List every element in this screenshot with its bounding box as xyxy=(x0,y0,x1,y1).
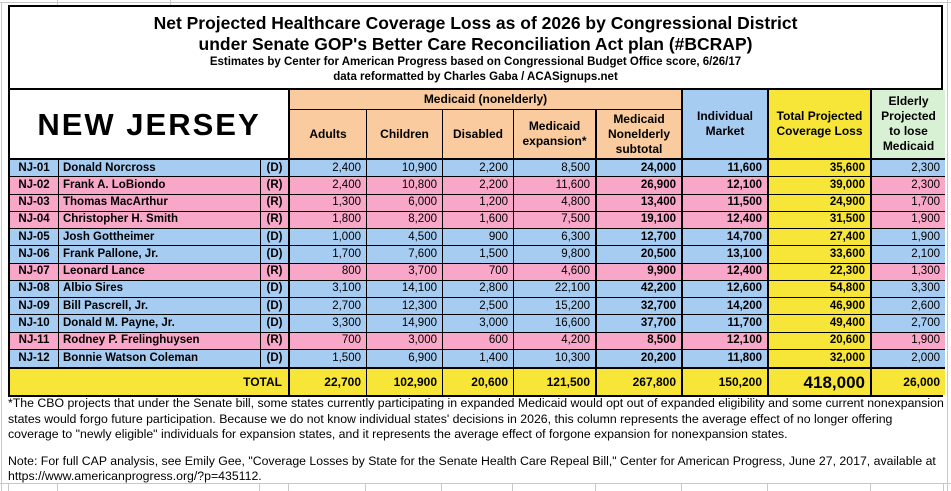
value-cell: 2,300 xyxy=(872,177,945,194)
title-block xyxy=(8,5,943,88)
value-cell: 13,100 xyxy=(683,246,769,263)
value-cell: 54,800 xyxy=(769,281,872,298)
value-cell: 10,900 xyxy=(367,160,443,177)
party-cell: (R) xyxy=(261,333,290,350)
value-cell: 12,300 xyxy=(367,298,443,315)
table-subtitle-line2: data reformatted by Charles Gaba / ACASignups.net xyxy=(333,70,618,83)
district-cell: NJ-09 xyxy=(10,298,59,315)
value-cell: 8,200 xyxy=(367,212,443,229)
total-value-cell: 102,900 xyxy=(367,367,443,395)
value-cell: 12,100 xyxy=(683,177,769,194)
total-value-cell: 150,200 xyxy=(683,367,769,395)
value-cell: 2,300 xyxy=(872,160,945,177)
value-cell: 2,700 xyxy=(872,315,945,332)
value-cell: 24,900 xyxy=(769,195,872,212)
value-cell: 1,900 xyxy=(872,212,945,229)
value-cell: 4,600 xyxy=(514,264,597,281)
value-cell: 800 xyxy=(290,264,367,281)
district-cell: NJ-10 xyxy=(10,315,59,332)
value-cell: 1,800 xyxy=(290,212,367,229)
value-cell: 3,700 xyxy=(367,264,443,281)
value-cell: 7,600 xyxy=(367,246,443,263)
table-title-line1: Net Projected Healthcare Coverage Loss as of 2026 by Congressional District xyxy=(153,12,798,33)
value-cell: 2,400 xyxy=(290,160,367,177)
value-cell: 19,100 xyxy=(597,212,683,229)
value-cell: 39,000 xyxy=(769,177,872,194)
rep-name-cell: Bonnie Watson Coleman xyxy=(59,350,261,367)
header-individual-market: Individual Market xyxy=(683,90,769,160)
party-cell: (D) xyxy=(261,246,290,263)
party-cell: (D) xyxy=(261,281,290,298)
total-value-cell: 20,600 xyxy=(443,367,514,395)
value-cell: 2,600 xyxy=(872,298,945,315)
value-cell: 1,000 xyxy=(290,229,367,246)
value-cell: 600 xyxy=(443,333,514,350)
footnotes xyxy=(8,396,946,485)
total-value-cell: 267,800 xyxy=(597,367,683,395)
rep-name-cell: Donald M. Payne, Jr. xyxy=(59,315,261,332)
value-cell: 11,600 xyxy=(514,177,597,194)
value-cell: 22,100 xyxy=(514,281,597,298)
value-cell: 20,500 xyxy=(597,246,683,263)
value-cell: 2,100 xyxy=(872,246,945,263)
value-cell: 24,000 xyxy=(597,160,683,177)
party-cell: (D) xyxy=(261,315,290,332)
value-cell: 11,700 xyxy=(683,315,769,332)
party-cell: (D) xyxy=(261,160,290,177)
rep-name-cell: Christopher H. Smith xyxy=(59,212,261,229)
rep-name-cell: Josh Gottheimer xyxy=(59,229,261,246)
rep-name-cell: Donald Norcross xyxy=(59,160,261,177)
value-cell: 3,100 xyxy=(290,281,367,298)
header-disabled: Disabled xyxy=(443,110,514,160)
value-cell: 1,900 xyxy=(872,333,945,350)
value-cell: 7,500 xyxy=(514,212,597,229)
data-grid xyxy=(8,88,943,397)
value-cell: 35,600 xyxy=(769,160,872,177)
value-cell: 700 xyxy=(290,333,367,350)
value-cell: 10,300 xyxy=(514,350,597,367)
value-cell: 1,200 xyxy=(443,195,514,212)
value-cell: 1,900 xyxy=(872,229,945,246)
total-label-cell: TOTAL xyxy=(10,367,290,395)
header-medicaid-group: Medicaid (nonelderly) xyxy=(290,90,683,110)
value-cell: 2,000 xyxy=(872,350,945,367)
rep-name-cell: Rodney P. Frelinghuysen xyxy=(59,333,261,350)
value-cell: 1,700 xyxy=(290,246,367,263)
party-cell: (R) xyxy=(261,212,290,229)
value-cell: 33,600 xyxy=(769,246,872,263)
value-cell: 14,100 xyxy=(367,281,443,298)
total-value-cell: 22,700 xyxy=(290,367,367,395)
value-cell: 11,500 xyxy=(683,195,769,212)
value-cell: 22,300 xyxy=(769,264,872,281)
value-cell: 1,600 xyxy=(443,212,514,229)
value-cell: 26,900 xyxy=(597,177,683,194)
value-cell: 13,400 xyxy=(597,195,683,212)
value-cell: 3,000 xyxy=(367,333,443,350)
party-cell: (D) xyxy=(261,229,290,246)
value-cell: 900 xyxy=(443,229,514,246)
value-cell: 27,400 xyxy=(769,229,872,246)
header-total-coverage-loss: Total Projected Coverage Loss xyxy=(769,90,872,160)
value-cell: 8,500 xyxy=(514,160,597,177)
value-cell: 10,800 xyxy=(367,177,443,194)
value-cell: 1,300 xyxy=(290,195,367,212)
district-cell: NJ-05 xyxy=(10,229,59,246)
footnote-asterisk: *The CBO projects that under the Senate bill, some states currently participating in expanded Medicaid would opt out of expanded eligibility and some current nonexpansion states would forgo future participation. Because we do not know individual states' decisions in 2026, this column represents the average effect of no longer offering coverage to "newly eligible" individuals for expansion states, and it represents the average effect of forgone expansion for nonexpansion states. xyxy=(8,396,944,442)
value-cell: 2,800 xyxy=(443,281,514,298)
rep-name-cell: Frank A. LoBiondo xyxy=(59,177,261,194)
coverage-table xyxy=(8,5,943,397)
value-cell: 8,500 xyxy=(597,333,683,350)
header-children: Children xyxy=(367,110,443,160)
rep-name-cell: Frank Pallone, Jr. xyxy=(59,246,261,263)
value-cell: 49,400 xyxy=(769,315,872,332)
value-cell: 1,500 xyxy=(290,350,367,367)
value-cell: 32,700 xyxy=(597,298,683,315)
value-cell: 46,900 xyxy=(769,298,872,315)
value-cell: 6,000 xyxy=(367,195,443,212)
table-title-line2: under Senate GOP's Better Care Reconciliation Act plan (#BCRAP) xyxy=(198,33,753,54)
value-cell: 9,800 xyxy=(514,246,597,263)
sheet-gridline xyxy=(947,0,948,491)
value-cell: 14,700 xyxy=(683,229,769,246)
value-cell: 1,700 xyxy=(872,195,945,212)
district-cell: NJ-02 xyxy=(10,177,59,194)
district-cell: NJ-06 xyxy=(10,246,59,263)
value-cell: 1,300 xyxy=(872,264,945,281)
district-cell: NJ-04 xyxy=(10,212,59,229)
value-cell: 3,300 xyxy=(290,315,367,332)
value-cell: 700 xyxy=(443,264,514,281)
footnote-cap-note: Note: For full CAP analysis, see Emily Gee, "Coverage Losses by State for the Senate Health Care Repeal Bill," Center for American Progress, June 27, 2017, available at https://www.americanprogress.org/?p=435112. xyxy=(8,453,936,484)
state-name: NEW JERSEY xyxy=(10,90,290,160)
header-medicaid-expansion: Medicaid expansion* xyxy=(514,110,597,160)
value-cell: 14,900 xyxy=(367,315,443,332)
sheet-gridline xyxy=(0,2,951,3)
header-adults: Adults xyxy=(290,110,367,160)
value-cell: 11,800 xyxy=(683,350,769,367)
party-cell: (R) xyxy=(261,177,290,194)
party-cell: (R) xyxy=(261,264,290,281)
value-cell: 3,300 xyxy=(872,281,945,298)
value-cell: 14,200 xyxy=(683,298,769,315)
district-cell: NJ-03 xyxy=(10,195,59,212)
value-cell: 2,200 xyxy=(443,177,514,194)
value-cell: 3,000 xyxy=(443,315,514,332)
value-cell: 4,200 xyxy=(514,333,597,350)
party-cell: (R) xyxy=(261,195,290,212)
value-cell: 20,200 xyxy=(597,350,683,367)
value-cell: 2,200 xyxy=(443,160,514,177)
value-cell: 2,400 xyxy=(290,177,367,194)
district-cell: NJ-01 xyxy=(10,160,59,177)
total-value-cell: 26,000 xyxy=(872,367,945,395)
value-cell: 11,600 xyxy=(683,160,769,177)
value-cell: 6,900 xyxy=(367,350,443,367)
sheet-gridline xyxy=(1,2,2,491)
value-cell: 4,800 xyxy=(514,195,597,212)
rep-name-cell: Bill Pascrell, Jr. xyxy=(59,298,261,315)
value-cell: 1,400 xyxy=(443,350,514,367)
district-cell: NJ-08 xyxy=(10,281,59,298)
total-value-cell: 418,000 xyxy=(769,367,872,395)
district-cell: NJ-07 xyxy=(10,264,59,281)
value-cell: 37,700 xyxy=(597,315,683,332)
value-cell: 6,300 xyxy=(514,229,597,246)
rep-name-cell: Thomas MacArthur xyxy=(59,195,261,212)
value-cell: 20,600 xyxy=(769,333,872,350)
table-subtitle-line1: Estimates by Center for American Progress based on Congressional Budget Office score, 6/26/17 xyxy=(209,55,742,68)
value-cell: 2,700 xyxy=(290,298,367,315)
party-cell: (D) xyxy=(261,298,290,315)
value-cell: 32,000 xyxy=(769,350,872,367)
value-cell: 2,500 xyxy=(443,298,514,315)
party-cell: (D) xyxy=(261,350,290,367)
value-cell: 12,400 xyxy=(683,212,769,229)
value-cell: 16,600 xyxy=(514,315,597,332)
value-cell: 12,100 xyxy=(683,333,769,350)
district-cell: NJ-11 xyxy=(10,333,59,350)
value-cell: 1,500 xyxy=(443,246,514,263)
header-elderly-medicaid: Elderly Projected to lose Medicaid xyxy=(872,90,945,160)
value-cell: 12,600 xyxy=(683,281,769,298)
rep-name-cell: Leonard Lance xyxy=(59,264,261,281)
value-cell: 12,400 xyxy=(683,264,769,281)
value-cell: 9,900 xyxy=(597,264,683,281)
value-cell: 31,500 xyxy=(769,212,872,229)
value-cell: 42,200 xyxy=(597,281,683,298)
value-cell: 4,500 xyxy=(367,229,443,246)
value-cell: 12,700 xyxy=(597,229,683,246)
rep-name-cell: Albio Sires xyxy=(59,281,261,298)
district-cell: NJ-12 xyxy=(10,350,59,367)
header-medicaid-subtotal: Medicaid Nonelderly subtotal xyxy=(597,110,683,160)
total-value-cell: 121,500 xyxy=(514,367,597,395)
value-cell: 15,200 xyxy=(514,298,597,315)
